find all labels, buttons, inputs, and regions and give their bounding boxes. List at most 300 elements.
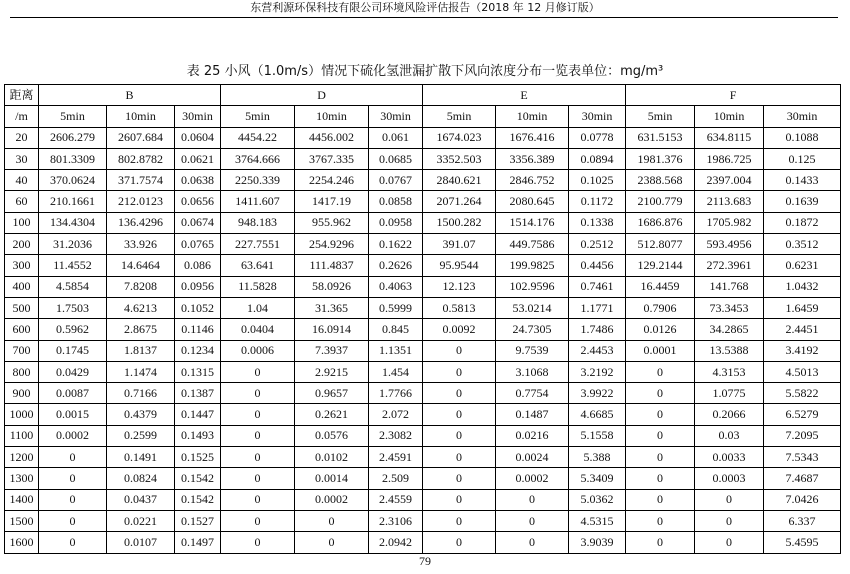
table-row <box>5 532 841 553</box>
concentration-cell: 4.3153 <box>695 361 764 382</box>
concentration-cell: 370.0624 <box>39 170 107 191</box>
concentration-cell: 0.1052 <box>175 297 221 318</box>
distance-cell: 800 <box>5 361 39 382</box>
table-row <box>5 340 841 361</box>
concentration-cell: 2.072 <box>369 404 423 425</box>
concentration-cell: 0.0033 <box>695 447 764 468</box>
concentration-cell: 0.0858 <box>369 191 423 212</box>
class-header: E <box>423 85 626 106</box>
concentration-cell: 0 <box>423 340 496 361</box>
concentration-cell: 1.1771 <box>569 297 626 318</box>
distance-cell: 600 <box>5 319 39 340</box>
concentration-cell: 0.0087 <box>39 383 107 404</box>
concentration-cell: 0 <box>221 532 295 553</box>
concentration-cell: 0.2621 <box>295 404 369 425</box>
concentration-cell: 111.4837 <box>295 255 369 276</box>
concentration-cell: 0.0956 <box>175 276 221 297</box>
concentration-cell: 4.6213 <box>107 297 175 318</box>
concentration-cell: 0.1025 <box>569 170 626 191</box>
concentration-cell: 0.0014 <box>295 468 369 489</box>
concentration-cell: 802.8782 <box>107 148 175 169</box>
time-header: 5min <box>423 106 496 127</box>
concentration-cell: 212.0123 <box>107 191 175 212</box>
distance-cell: 1200 <box>5 447 39 468</box>
distance-cell: 700 <box>5 340 39 361</box>
concentration-cell: 0.0656 <box>175 191 221 212</box>
time-header: 5min <box>39 106 107 127</box>
concentration-cell: 0 <box>496 489 569 510</box>
concentration-cell: 2.4453 <box>569 340 626 361</box>
concentration-cell: 0.6231 <box>764 255 841 276</box>
concentration-cell: 955.962 <box>295 212 369 233</box>
concentration-cell: 0 <box>626 425 695 446</box>
concentration-cell: 2071.264 <box>423 191 496 212</box>
distance-cell: 400 <box>5 276 39 297</box>
concentration-cell: 0 <box>39 489 107 510</box>
distance-cell: 1400 <box>5 489 39 510</box>
concentration-cell: 199.9825 <box>496 255 569 276</box>
concentration-cell: 16.4459 <box>626 276 695 297</box>
concentration-cell: 0.1172 <box>569 191 626 212</box>
concentration-cell: 5.3409 <box>569 468 626 489</box>
distance-cell: 1300 <box>5 468 39 489</box>
concentration-cell: 1.454 <box>369 361 423 382</box>
concentration-cell: 0 <box>39 510 107 531</box>
concentration-cell: 0.0576 <box>295 425 369 446</box>
concentration-cell: 0.1639 <box>764 191 841 212</box>
concentration-cell: 2.4559 <box>369 489 423 510</box>
distance-label: 距离 <box>5 85 39 106</box>
distance-cell: 1100 <box>5 425 39 446</box>
concentration-cell: 0.0002 <box>496 468 569 489</box>
concentration-cell: 0.1433 <box>764 170 841 191</box>
concentration-cell: 0.0092 <box>423 319 496 340</box>
table-row <box>5 447 841 468</box>
concentration-cell: 0 <box>423 447 496 468</box>
concentration-cell: 2.3082 <box>369 425 423 446</box>
concentration-cell: 0.7461 <box>569 276 626 297</box>
concentration-cell: 102.9596 <box>496 276 569 297</box>
table-row <box>5 127 841 148</box>
concentration-cell: 2606.279 <box>39 127 107 148</box>
concentration-cell: 0 <box>221 383 295 404</box>
concentration-cell: 593.4956 <box>695 234 764 255</box>
concentration-cell: 272.3961 <box>695 255 764 276</box>
concentration-cell: 3.4192 <box>764 340 841 361</box>
concentration-cell: 0.0221 <box>107 510 175 531</box>
concentration-cell: 1500.282 <box>423 212 496 233</box>
concentration-cell: 0.0638 <box>175 170 221 191</box>
concentration-cell: 1.1351 <box>369 340 423 361</box>
concentration-cell: 801.3309 <box>39 148 107 169</box>
concentration-cell: 0.0006 <box>221 340 295 361</box>
table-row <box>5 361 841 382</box>
concentration-cell: 0 <box>626 383 695 404</box>
table-row <box>5 468 841 489</box>
concentration-cell: 1705.982 <box>695 212 764 233</box>
concentration-cell: 2388.568 <box>626 170 695 191</box>
concentration-cell: 1.7486 <box>569 319 626 340</box>
distance-cell: 1000 <box>5 404 39 425</box>
concentration-cell: 0.061 <box>369 127 423 148</box>
table-body <box>5 127 841 553</box>
concentration-cell: 0 <box>626 447 695 468</box>
table-caption: 表 25 小风（1.0m/s）情况下硫化氢泄漏扩散下风向浓度分布一览表单位：mg/m³ <box>186 64 664 79</box>
concentration-cell: 0.1497 <box>175 532 221 553</box>
concentration-cell: 0.0126 <box>626 319 695 340</box>
page-header: 东营利源环保科技有限公司环境风险评估报告（2018 年 12 月修订版） <box>250 1 600 14</box>
concentration-cell: 0.0674 <box>175 212 221 233</box>
concentration-cell: 0 <box>221 510 295 531</box>
concentration-cell: 0 <box>626 489 695 510</box>
concentration-cell: 0.2512 <box>569 234 626 255</box>
concentration-cell: 0 <box>496 510 569 531</box>
concentration-cell: 33.926 <box>107 234 175 255</box>
concentration-cell: 0.0107 <box>107 532 175 553</box>
concentration-cell: 0 <box>221 489 295 510</box>
concentration-cell: 0 <box>295 532 369 553</box>
concentration-cell: 0.0604 <box>175 127 221 148</box>
concentration-cell: 0 <box>221 361 295 382</box>
header-row-times <box>5 106 841 127</box>
concentration-cell: 0.2066 <box>695 404 764 425</box>
concentration-cell: 0.0003 <box>695 468 764 489</box>
concentration-cell: 1674.023 <box>423 127 496 148</box>
concentration-cell: 5.1558 <box>569 425 626 446</box>
concentration-cell: 0.0437 <box>107 489 175 510</box>
table-row <box>5 191 841 212</box>
concentration-cell: 2607.684 <box>107 127 175 148</box>
concentration-cell: 0.7906 <box>626 297 695 318</box>
concentration-cell: 4454.22 <box>221 127 295 148</box>
concentration-cell: 0.1315 <box>175 361 221 382</box>
concentration-cell: 0.9657 <box>295 383 369 404</box>
concentration-cell: 5.388 <box>569 447 626 468</box>
concentration-cell: 2397.004 <box>695 170 764 191</box>
concentration-cell: 0.0894 <box>569 148 626 169</box>
concentration-cell: 0 <box>39 468 107 489</box>
concentration-cell: 3767.335 <box>295 148 369 169</box>
concentration-cell: 1.8137 <box>107 340 175 361</box>
concentration-cell: 2080.645 <box>496 191 569 212</box>
concentration-cell: 0.0824 <box>107 468 175 489</box>
distance-cell: 40 <box>5 170 39 191</box>
concentration-cell: 4456.002 <box>295 127 369 148</box>
class-header: B <box>39 85 221 106</box>
concentration-cell: 11.4552 <box>39 255 107 276</box>
concentration-cell: 0.0002 <box>39 425 107 446</box>
concentration-cell: 1676.416 <box>496 127 569 148</box>
concentration-cell: 129.2144 <box>626 255 695 276</box>
concentration-cell: 1.7766 <box>369 383 423 404</box>
concentration-cell: 4.5013 <box>764 361 841 382</box>
distance-cell: 1600 <box>5 532 39 553</box>
header-divider <box>10 17 838 18</box>
concentration-cell: 0 <box>39 532 107 553</box>
distance-unit: /m <box>5 106 39 127</box>
concentration-cell: 3764.666 <box>221 148 295 169</box>
time-header: 10min <box>695 106 764 127</box>
concentration-cell: 0.0767 <box>369 170 423 191</box>
concentration-cell: 0.1338 <box>569 212 626 233</box>
concentration-cell: 0.1447 <box>175 404 221 425</box>
concentration-cell: 0.1493 <box>175 425 221 446</box>
concentration-cell: 2.9215 <box>295 361 369 382</box>
concentration-cell: 0 <box>423 404 496 425</box>
concentration-cell: 1.1474 <box>107 361 175 382</box>
table-row <box>5 383 841 404</box>
concentration-cell: 0.4063 <box>369 276 423 297</box>
concentration-cell: 0.0216 <box>496 425 569 446</box>
concentration-cell: 4.5315 <box>569 510 626 531</box>
concentration-cell: 6.5279 <box>764 404 841 425</box>
concentration-cell: 0.4379 <box>107 404 175 425</box>
concentration-cell: 13.5388 <box>695 340 764 361</box>
concentration-table <box>4 84 841 554</box>
concentration-cell: 0.7166 <box>107 383 175 404</box>
concentration-cell: 16.0914 <box>295 319 369 340</box>
concentration-cell: 7.3937 <box>295 340 369 361</box>
concentration-cell: 0.1387 <box>175 383 221 404</box>
concentration-cell: 134.4304 <box>39 212 107 233</box>
concentration-cell: 3.9039 <box>569 532 626 553</box>
concentration-cell: 3.2192 <box>569 361 626 382</box>
concentration-cell: 0.2599 <box>107 425 175 446</box>
concentration-cell: 0.1487 <box>496 404 569 425</box>
table-row <box>5 510 841 531</box>
concentration-cell: 631.5153 <box>626 127 695 148</box>
table-row <box>5 297 841 318</box>
concentration-cell: 0.1872 <box>764 212 841 233</box>
concentration-cell: 0 <box>221 425 295 446</box>
concentration-cell: 948.183 <box>221 212 295 233</box>
concentration-cell: 0 <box>295 510 369 531</box>
concentration-cell: 12.123 <box>423 276 496 297</box>
concentration-cell: 0 <box>423 510 496 531</box>
concentration-cell: 0 <box>221 447 295 468</box>
concentration-cell: 0 <box>626 468 695 489</box>
concentration-cell: 2.4591 <box>369 447 423 468</box>
concentration-cell: 34.2865 <box>695 319 764 340</box>
distance-cell: 100 <box>5 212 39 233</box>
concentration-cell: 0.0102 <box>295 447 369 468</box>
concentration-cell: 1986.725 <box>695 148 764 169</box>
concentration-cell: 0.0621 <box>175 148 221 169</box>
concentration-cell: 0 <box>626 361 695 382</box>
distance-cell: 200 <box>5 234 39 255</box>
time-header: 30min <box>569 106 626 127</box>
concentration-cell: 31.365 <box>295 297 369 318</box>
concentration-cell: 1981.376 <box>626 148 695 169</box>
concentration-cell: 141.768 <box>695 276 764 297</box>
distance-cell: 20 <box>5 127 39 148</box>
concentration-cell: 2.509 <box>369 468 423 489</box>
concentration-cell: 1.04 <box>221 297 295 318</box>
table-row <box>5 212 841 233</box>
concentration-cell: 0.5813 <box>423 297 496 318</box>
concentration-cell: 0 <box>695 489 764 510</box>
concentration-cell: 2100.779 <box>626 191 695 212</box>
table-row <box>5 489 841 510</box>
concentration-cell: 3356.389 <box>496 148 569 169</box>
concentration-cell: 0 <box>423 361 496 382</box>
concentration-cell: 4.6685 <box>569 404 626 425</box>
concentration-cell: 7.8208 <box>107 276 175 297</box>
concentration-cell: 0.03 <box>695 425 764 446</box>
concentration-cell: 2250.339 <box>221 170 295 191</box>
concentration-cell: 2.4451 <box>764 319 841 340</box>
concentration-cell: 2840.621 <box>423 170 496 191</box>
table-row <box>5 319 841 340</box>
distance-cell: 60 <box>5 191 39 212</box>
concentration-cell: 1686.876 <box>626 212 695 233</box>
distance-cell: 30 <box>5 148 39 169</box>
concentration-cell: 0 <box>695 532 764 553</box>
table-row <box>5 404 841 425</box>
concentration-cell: 1417.19 <box>295 191 369 212</box>
concentration-cell: 0.3512 <box>764 234 841 255</box>
concentration-cell: 1.0432 <box>764 276 841 297</box>
table-row <box>5 255 841 276</box>
concentration-cell: 0.4456 <box>569 255 626 276</box>
concentration-cell: 0 <box>626 404 695 425</box>
concentration-cell: 3352.503 <box>423 148 496 169</box>
concentration-cell: 5.5822 <box>764 383 841 404</box>
concentration-cell: 0.1525 <box>175 447 221 468</box>
concentration-cell: 0 <box>423 532 496 553</box>
concentration-cell: 1.7503 <box>39 297 107 318</box>
concentration-cell: 0.086 <box>175 255 221 276</box>
concentration-cell: 7.5343 <box>764 447 841 468</box>
concentration-cell: 6.337 <box>764 510 841 531</box>
concentration-cell: 0.1088 <box>764 127 841 148</box>
concentration-cell: 634.8115 <box>695 127 764 148</box>
concentration-cell: 2.0942 <box>369 532 423 553</box>
concentration-cell: 371.7574 <box>107 170 175 191</box>
time-header: 10min <box>496 106 569 127</box>
concentration-cell: 4.5854 <box>39 276 107 297</box>
table-row <box>5 276 841 297</box>
table-row <box>5 170 841 191</box>
table-row <box>5 234 841 255</box>
concentration-cell: 0 <box>423 468 496 489</box>
concentration-cell: 0.1622 <box>369 234 423 255</box>
concentration-cell: 254.9296 <box>295 234 369 255</box>
distance-cell: 500 <box>5 297 39 318</box>
concentration-cell: 5.0362 <box>569 489 626 510</box>
concentration-cell: 0.1491 <box>107 447 175 468</box>
concentration-cell: 0.5962 <box>39 319 107 340</box>
concentration-cell: 0.845 <box>369 319 423 340</box>
concentration-cell: 0 <box>496 532 569 553</box>
concentration-cell: 0.7754 <box>496 383 569 404</box>
concentration-cell: 7.0426 <box>764 489 841 510</box>
concentration-cell: 2113.683 <box>695 191 764 212</box>
concentration-cell: 1.6459 <box>764 297 841 318</box>
class-header: F <box>626 85 841 106</box>
time-header: 30min <box>175 106 221 127</box>
concentration-cell: 95.9544 <box>423 255 496 276</box>
concentration-cell: 0 <box>221 468 295 489</box>
concentration-cell: 1514.176 <box>496 212 569 233</box>
concentration-cell: 9.7539 <box>496 340 569 361</box>
concentration-cell: 3.9922 <box>569 383 626 404</box>
concentration-cell: 1.0775 <box>695 383 764 404</box>
concentration-cell: 0.0778 <box>569 127 626 148</box>
concentration-cell: 512.8077 <box>626 234 695 255</box>
concentration-cell: 1411.607 <box>221 191 295 212</box>
page-number: 79 <box>419 554 431 568</box>
concentration-cell: 2254.246 <box>295 170 369 191</box>
table-row <box>5 148 841 169</box>
concentration-cell: 0 <box>626 510 695 531</box>
concentration-cell: 0 <box>695 510 764 531</box>
concentration-cell: 0 <box>221 404 295 425</box>
concentration-cell: 0.2626 <box>369 255 423 276</box>
concentration-cell: 0 <box>423 489 496 510</box>
distance-cell: 1500 <box>5 510 39 531</box>
concentration-cell: 0 <box>423 383 496 404</box>
time-header: 30min <box>369 106 423 127</box>
concentration-cell: 73.3453 <box>695 297 764 318</box>
concentration-cell: 210.1661 <box>39 191 107 212</box>
concentration-cell: 0.0958 <box>369 212 423 233</box>
concentration-cell: 24.7305 <box>496 319 569 340</box>
concentration-cell: 53.0214 <box>496 297 569 318</box>
concentration-cell: 5.4595 <box>764 532 841 553</box>
concentration-cell: 449.7586 <box>496 234 569 255</box>
concentration-cell: 0.0429 <box>39 361 107 382</box>
concentration-cell: 0.1745 <box>39 340 107 361</box>
concentration-cell: 31.2036 <box>39 234 107 255</box>
concentration-cell: 0.0024 <box>496 447 569 468</box>
concentration-cell: 0.5999 <box>369 297 423 318</box>
concentration-cell: 0.0001 <box>626 340 695 361</box>
concentration-cell: 0.1542 <box>175 489 221 510</box>
concentration-cell: 0.0015 <box>39 404 107 425</box>
concentration-cell: 7.2095 <box>764 425 841 446</box>
concentration-cell: 0.1542 <box>175 468 221 489</box>
time-header: 5min <box>626 106 695 127</box>
concentration-cell: 7.4687 <box>764 468 841 489</box>
distance-cell: 900 <box>5 383 39 404</box>
time-header: 30min <box>764 106 841 127</box>
class-header: D <box>221 85 423 106</box>
concentration-cell: 2.8675 <box>107 319 175 340</box>
concentration-cell: 14.6464 <box>107 255 175 276</box>
concentration-cell: 0 <box>423 425 496 446</box>
concentration-cell: 2846.752 <box>496 170 569 191</box>
distance-cell: 300 <box>5 255 39 276</box>
time-header: 5min <box>221 106 295 127</box>
concentration-cell: 0 <box>626 532 695 553</box>
time-header: 10min <box>295 106 369 127</box>
table-row <box>5 425 841 446</box>
header-row-classes <box>5 85 841 106</box>
concentration-cell: 0.0404 <box>221 319 295 340</box>
concentration-cell: 227.7551 <box>221 234 295 255</box>
concentration-cell: 2.3106 <box>369 510 423 531</box>
time-header: 10min <box>107 106 175 127</box>
concentration-cell: 3.1068 <box>496 361 569 382</box>
concentration-cell: 58.0926 <box>295 276 369 297</box>
concentration-cell: 0.0765 <box>175 234 221 255</box>
concentration-cell: 63.641 <box>221 255 295 276</box>
concentration-cell: 0.1234 <box>175 340 221 361</box>
concentration-cell: 0.1146 <box>175 319 221 340</box>
concentration-cell: 391.07 <box>423 234 496 255</box>
concentration-cell: 136.4296 <box>107 212 175 233</box>
